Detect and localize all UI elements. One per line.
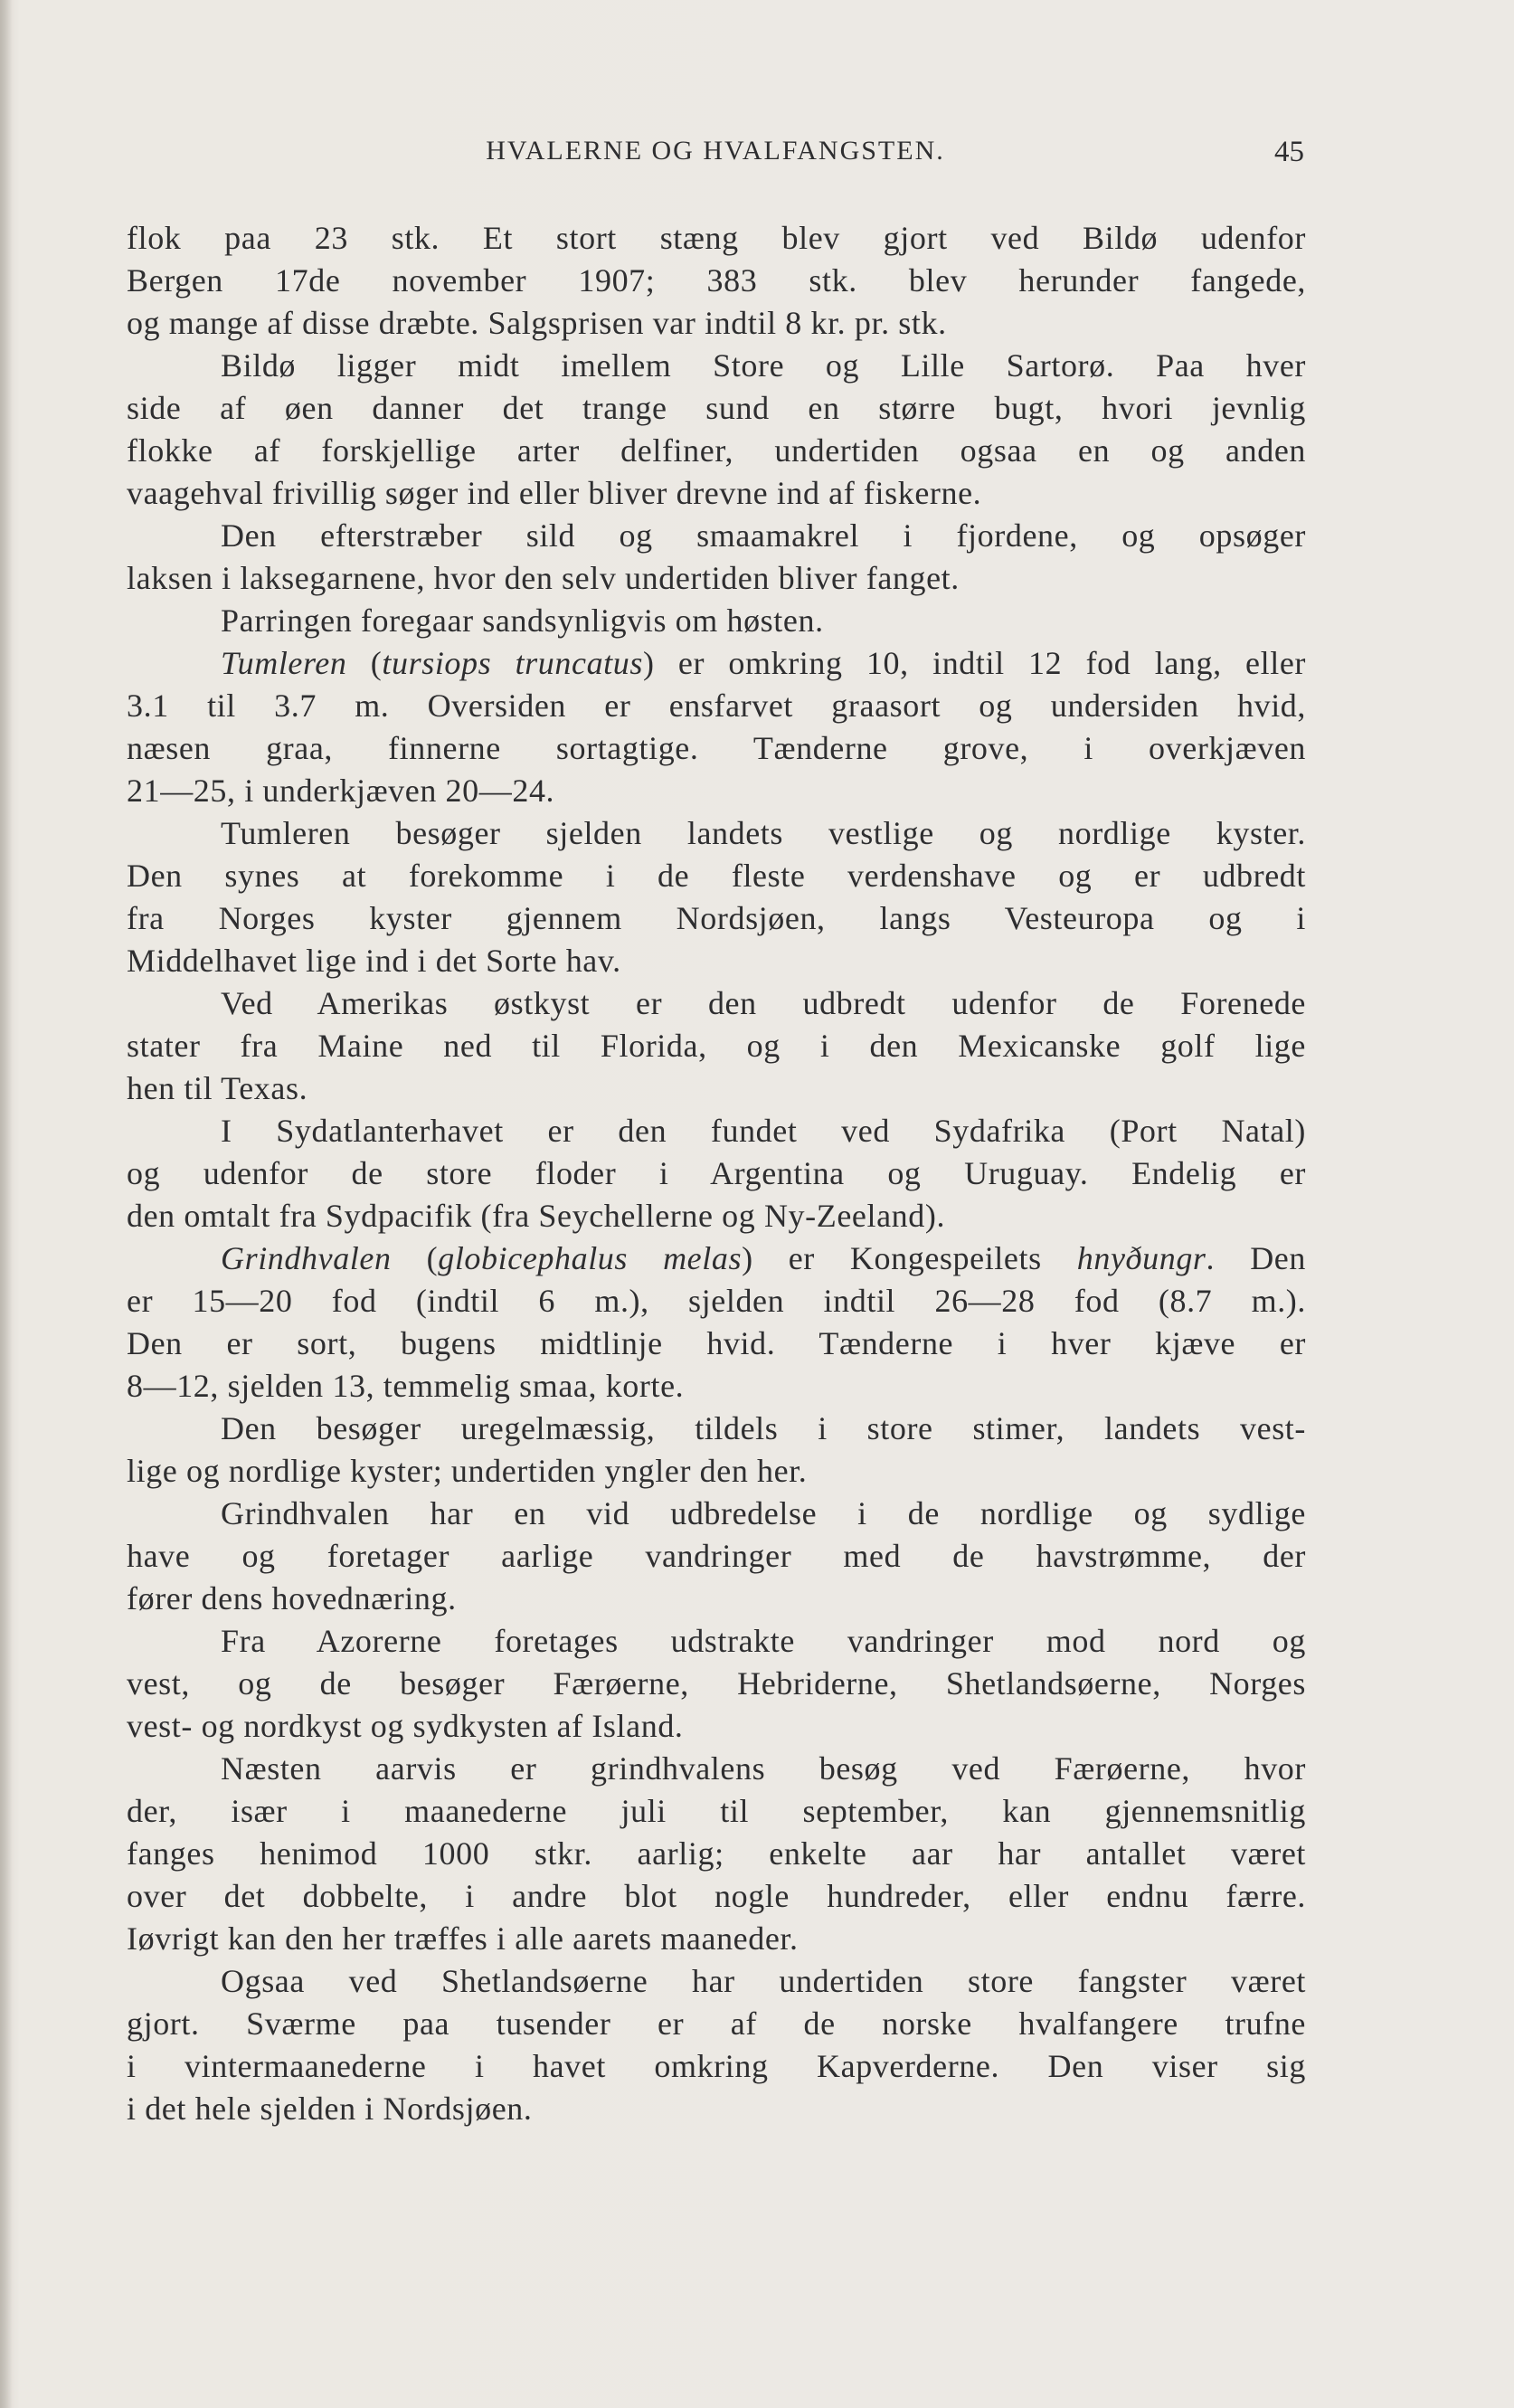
- text-line: Fra Azorerne foretages udstrakte vandringer mod nord og: [221, 1623, 1306, 1659]
- text-line: flok paa 23 stk. Et stort stæng blev gjort ved Bildø udenfor: [127, 220, 1306, 256]
- text-line: 8—12, sjelden 13, temmelig smaa, korte.: [127, 1368, 685, 1404]
- text-line: lige og nordlige kyster; undertiden yngler den her.: [127, 1453, 808, 1489]
- text-line: hen til Texas.: [127, 1070, 308, 1106]
- text-line: i vintermaanederne i havet omkring Kapverderne. Den viser sig: [127, 2048, 1306, 2084]
- text-line: Parringen foregaar sandsynligvis om høsten.: [221, 602, 824, 639]
- text-line: stater fra Maine ned til Florida, og i den Mexicanske golf lige: [127, 1028, 1306, 1064]
- text-line: have og foretager aarlige vandringer med de havstrømme, der: [127, 1538, 1306, 1574]
- text-line: den omtalt fra Sydpacifik (fra Seychellerne og Ny-Zeeland).: [127, 1198, 946, 1234]
- page-gutter-shadow: [0, 0, 13, 2408]
- text-line: over det dobbelte, i andre blot nogle hundreder, eller endnu færre.: [127, 1878, 1306, 1914]
- text-line: gjort. Sværme paa tusender er af de norske hvalfangere trufne: [127, 2005, 1306, 2042]
- page-number: 45: [1274, 136, 1304, 168]
- text-line-grindhvalen: Grindhvalen (globicephalus melas) er Kongespeilets hnyðungr. Den: [221, 1240, 1306, 1276]
- text-line: flokke af forskjellige arter delfiner, undertiden ogsaa en og anden: [127, 432, 1306, 469]
- text-line: side af øen danner det trange sund en større bugt, hvori jevnlig: [127, 390, 1306, 426]
- text-line: fanges henimod 1000 stkr. aarlig; enkelte aar har antallet været: [127, 1835, 1306, 1872]
- text-line: vaagehval frivillig søger ind eller bliver drevne ind af fiskerne.: [127, 475, 982, 511]
- text-line: Næsten aarvis er grindhvalens besøg ved Færøerne, hvor: [221, 1750, 1306, 1787]
- text-line: Bergen 17de november 1907; 383 stk. blev herunder fangede,: [127, 262, 1306, 299]
- text-line: Bildø ligger midt imellem Store og Lille Sartorø. Paa hver: [221, 347, 1306, 384]
- text-line-tumleren: Tumleren (tursiops truncatus) er omkring 10, indtil 12 fod lang, eller: [221, 645, 1306, 681]
- text-line: Grindhvalen har en vid udbredelse i de nordlige og sydlige: [221, 1495, 1306, 1531]
- text-line: Den efterstræber sild og smaamakrel i fjordene, og opsøger: [221, 517, 1306, 554]
- old-norse-name: hnyðungr: [1076, 1240, 1206, 1276]
- text-line: laksen i laksegarnene, hvor den selv undertiden bliver fanget.: [127, 560, 960, 596]
- text-line: der, især i maanederne juli til september, kan gjennemsnitlig: [127, 1793, 1306, 1829]
- text-line: Den besøger uregelmæssig, tildels i store stimer, landets vest-: [221, 1410, 1306, 1446]
- species-name: Grindhvalen: [221, 1240, 392, 1276]
- running-title: HVALERNE OG HVALFANGSTEN.: [486, 136, 945, 166]
- species-name: Tumleren: [221, 645, 347, 681]
- text-line: Den synes at forekomme i de fleste verdenshave og er udbredt: [127, 858, 1306, 894]
- text-line: og udenfor de store floder i Argentina og Uruguay. Endelig er: [127, 1155, 1306, 1191]
- text-line: 21—25, i underkjæven 20—24.: [127, 773, 555, 809]
- body-text: [127, 217, 1306, 2130]
- text-line: er 15—20 fod (indtil 6 m.), sjelden indtil 26—28 fod (8.7 m.).: [127, 1283, 1306, 1319]
- text-line: Den er sort, bugens midtlinje hvid. Tænderne i hver kjæve er: [127, 1325, 1306, 1361]
- text-line: vest, og de besøger Færøerne, Hebriderne, Shetlandsøerne, Norges: [127, 1665, 1306, 1702]
- text-line: Middelhavet lige ind i det Sorte hav.: [127, 943, 621, 979]
- text-line: Iøvrigt kan den her træffes i alle aarets maaneder.: [127, 1920, 799, 1957]
- text-line: i det hele sjelden i Nordsjøen.: [127, 2090, 533, 2127]
- text-line: fører dens hovednæring.: [127, 1580, 457, 1616]
- text-line: 3.1 til 3.7 m. Oversiden er ensfarvet graasort og undersiden hvid,: [127, 687, 1306, 724]
- text-line: fra Norges kyster gjennem Nordsjøen, langs Vesteuropa og i: [127, 900, 1306, 936]
- latin-name: tursiops truncatus: [382, 645, 643, 681]
- text-line: Ogsaa ved Shetlandsøerne har undertiden store fangster været: [221, 1963, 1306, 1999]
- text-line: Tumleren besøger sjelden landets vestlige og nordlige kyster.: [221, 815, 1306, 851]
- text-line: og mange af disse dræbte. Salgsprisen var indtil 8 kr. pr. stk.: [127, 305, 947, 341]
- latin-name: globicephalus melas: [438, 1240, 743, 1276]
- text-line: vest- og nordkyst og sydkysten af Island.: [127, 1708, 684, 1744]
- text-line: I Sydatlanterhavet er den fundet ved Sydafrika (Port Natal): [221, 1113, 1306, 1149]
- text-line: Ved Amerikas østkyst er den udbredt udenfor de Forenede: [221, 985, 1306, 1021]
- text-line: næsen graa, finnerne sortagtige. Tænderne grove, i overkjæven: [127, 730, 1306, 766]
- page-header: [127, 136, 1304, 175]
